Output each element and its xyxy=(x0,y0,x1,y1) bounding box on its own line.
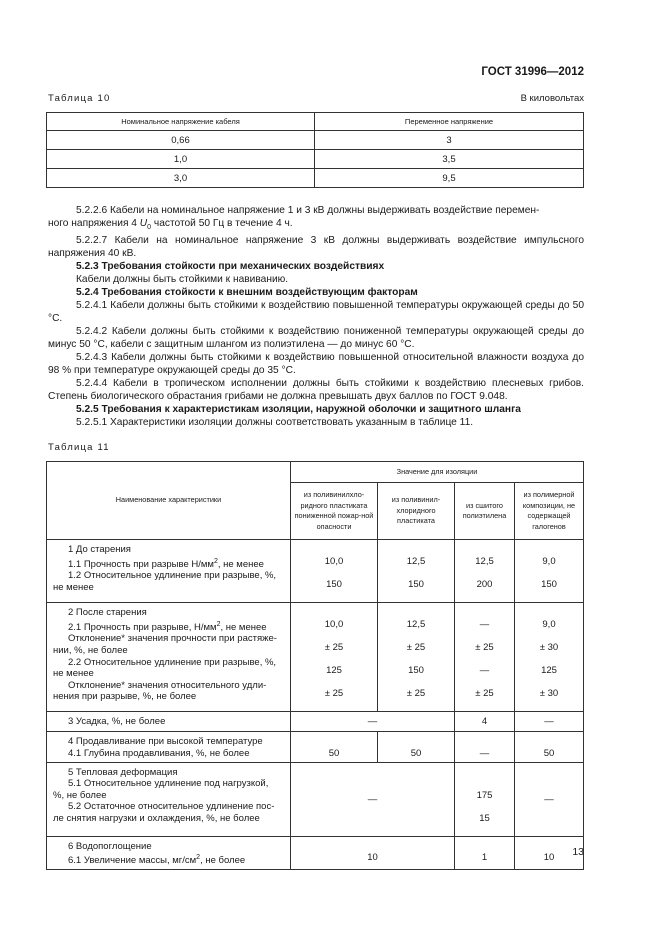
text: не менее xyxy=(53,581,94,593)
text: ± 25 xyxy=(324,641,344,653)
cell: 3,0 xyxy=(47,169,315,188)
text: 12,5 xyxy=(475,555,494,567)
cell xyxy=(455,602,515,711)
table10-header-ac: Переменное напряжение xyxy=(315,113,584,131)
row-name xyxy=(47,540,291,603)
text: , не менее xyxy=(217,558,264,570)
text: , не менее xyxy=(220,621,267,633)
cell: 3 xyxy=(315,131,584,150)
paragraph: 5.2.4.1 Кабели должны быть стойкими к воздействию повышенной температуры окружающей среды до 50 °С. xyxy=(48,300,584,325)
cell: 10 xyxy=(515,836,584,869)
text: ± 25 xyxy=(406,688,426,700)
text xyxy=(53,852,286,867)
text: 2 xyxy=(196,854,201,862)
paragraph: 5.2.4.3 Кабели должны быть стойкими к воздействию повышенной относительной влажности воздуха до 98 % при температуре окружающей среды до 35 °С. xyxy=(48,352,584,377)
text: 9,0 xyxy=(542,555,556,567)
text xyxy=(53,556,286,571)
table-row xyxy=(47,150,584,169)
text: 5.2.2.6 Кабели на номинальное напряжение 1 и 3 кВ должны выдерживать воздействие перемен- xyxy=(76,205,540,216)
standard-number: ГОСТ 31996—2012 xyxy=(481,66,584,78)
table-row xyxy=(47,169,584,188)
paragraph: 5.2.4.4 Кабели в тропическом исполнении должны быть стойкими к воздействию плесневых грибов. Степень биологического обрастания грибами не должна превышать двух баллов по ГОСТ 9.048. xyxy=(48,378,584,403)
body-text xyxy=(48,204,584,429)
text: нии, %, не более xyxy=(53,644,128,656)
text: 6 Водопоглощение xyxy=(68,840,152,852)
table-row xyxy=(47,732,584,762)
table10-units: В киловольтах xyxy=(520,93,584,104)
cell: 50 xyxy=(515,732,584,762)
text: 1.2 Относительное удлинение при разрыве, %, xyxy=(68,570,277,582)
text: 15 xyxy=(479,812,490,824)
cell: 3,5 xyxy=(315,150,584,169)
text: 200 xyxy=(476,578,493,590)
section-heading: 5.2.4 Требования стойкости к внешним воздействующим факторам xyxy=(76,287,418,299)
section-heading: 5.2.5 Требования к характеристикам изоляции, наружной оболочки и защитного шланга xyxy=(76,404,521,416)
table11-col-xlpe: из сшитого полиэтилена xyxy=(455,483,515,540)
cell: 50 xyxy=(378,732,455,762)
paragraph: Кабели должны быть стойкими к навиванию. xyxy=(76,274,289,286)
text: 2 После старения xyxy=(68,606,147,618)
text: 5.2 Остаточное относительное удлинение пос- xyxy=(68,801,275,813)
cell: 0,66 xyxy=(47,131,315,150)
paragraph xyxy=(48,217,584,234)
cell xyxy=(291,540,378,603)
text: ле снятия нагрузки и охлаждения, %, не более xyxy=(53,812,260,824)
text: 2.2 Относительное удлинение при разрыве, %, xyxy=(68,656,277,668)
row-name xyxy=(47,732,291,762)
row-name xyxy=(47,602,291,711)
cell: 10 xyxy=(291,836,455,869)
text: — xyxy=(479,618,490,630)
text: ного напряжения 4 xyxy=(48,218,140,229)
cell: — xyxy=(291,712,455,732)
text: 150 xyxy=(408,664,424,676)
text: 2.1 Прочность при разрыве, Н/мм xyxy=(68,621,217,633)
cell xyxy=(455,762,515,836)
table10-caption: Таблица 10 xyxy=(48,93,111,104)
text: U xyxy=(139,218,148,229)
text: 6.1 Увеличение массы, мг/см xyxy=(68,855,197,867)
cell xyxy=(378,540,455,603)
cell: 9,5 xyxy=(315,169,584,188)
text: 5 Тепловая деформация xyxy=(68,766,178,778)
text: частотой 50 Гц в течение 4 ч. xyxy=(151,218,293,229)
table-row xyxy=(47,712,584,732)
table11-col-halogen-free: из полимерной композиции, не содержащей галогенов xyxy=(515,483,584,540)
text: не менее xyxy=(53,668,94,680)
text: — xyxy=(479,664,490,676)
text: 5.1 Относительное удлинение под нагрузкой, xyxy=(68,778,269,790)
text: 1.1 Прочность при разрыве Н/мм xyxy=(68,558,214,570)
text: нения при разрыве, %, не более xyxy=(53,691,197,703)
cell: 1,0 xyxy=(47,150,315,169)
text: %, не более xyxy=(53,789,107,801)
table-row xyxy=(47,602,584,711)
paragraph: 5.2.2.7 Кабели на номинальное напряжение 3 кВ должны выдерживать воздействие импульсного напряжения 40 кВ. xyxy=(48,235,584,260)
cell: — xyxy=(515,762,584,836)
text: 0 xyxy=(147,224,152,232)
text: , не более xyxy=(200,855,246,867)
text: 150 xyxy=(326,578,342,590)
paragraph: 5.2.5.1 Характеристики изоляции должны соответствовать указанным в таблице 11. xyxy=(76,417,474,429)
table11-header-value: Значение для изоляции xyxy=(291,462,584,483)
text: ± 25 xyxy=(475,641,494,653)
row-name: 3 Усадка, %, не более xyxy=(47,712,291,732)
text: 175 xyxy=(476,789,493,801)
table11-col-pvc: из поливинил-хлоридного пластиката xyxy=(378,483,455,540)
cell: 4 xyxy=(455,712,515,732)
cell xyxy=(378,602,455,711)
table-row xyxy=(47,762,584,836)
text: 125 xyxy=(326,664,342,676)
section-heading: 5.2.3 Требования стойкости при механических воздействиях xyxy=(76,261,385,273)
text: 1 До старения xyxy=(68,544,131,555)
table-row xyxy=(47,836,584,869)
table11-caption: Таблица 11 xyxy=(48,442,110,453)
paragraph: 5.2.4.2 Кабели должны быть стойкими к воздействию пониженной температуры окружающей среды до минус 50 °С, кабели с защитным шлангом из полиэтилена — до минус 60 °С. xyxy=(48,326,584,351)
text: ± 25 xyxy=(406,641,426,653)
text: Отклонение* значения прочности при растяже- xyxy=(68,633,277,645)
text: ± 30 xyxy=(539,641,559,653)
row-name xyxy=(47,836,291,869)
text: 125 xyxy=(541,664,557,676)
page-number: 13 xyxy=(572,846,584,858)
text xyxy=(53,619,286,634)
cell xyxy=(291,602,378,711)
table11-header-name: Наименование характеристики xyxy=(47,462,291,540)
text: 150 xyxy=(541,578,557,590)
text: 9,0 xyxy=(542,618,556,630)
cell: 50 xyxy=(291,732,378,762)
cell: — xyxy=(455,732,515,762)
table-row xyxy=(47,131,584,150)
text: 12,5 xyxy=(406,618,426,630)
text: 150 xyxy=(408,578,424,590)
cell: 1 xyxy=(455,836,515,869)
text: ± 25 xyxy=(475,688,494,700)
text: 4.1 Глубина продавливания, %, не более xyxy=(68,747,250,759)
table-row xyxy=(47,540,584,603)
row-name xyxy=(47,762,291,836)
cell: — xyxy=(291,762,455,836)
text: 10,0 xyxy=(324,618,344,630)
text: 4 Продавливание при высокой температуре xyxy=(68,736,263,748)
cell: — xyxy=(515,712,584,732)
text: 2 xyxy=(213,557,218,565)
cell xyxy=(455,540,515,603)
text: Отклонение* значения относительного удли- xyxy=(68,679,267,691)
text: 10,0 xyxy=(324,555,344,567)
cell xyxy=(515,540,584,603)
text: 12,5 xyxy=(406,555,426,567)
text: ± 25 xyxy=(324,688,344,700)
table11-col-pvc-lowfire: из поливинилхло-ридного пластиката пониженной пожар-ной опасности xyxy=(291,483,378,540)
table-10 xyxy=(46,112,584,188)
text: 2 xyxy=(216,620,221,628)
table10-header-voltage: Номинальное напряжение кабеля xyxy=(47,113,315,131)
paragraph xyxy=(48,204,584,217)
text: ± 30 xyxy=(539,688,559,700)
cell xyxy=(515,602,584,711)
table-11 xyxy=(46,461,584,870)
